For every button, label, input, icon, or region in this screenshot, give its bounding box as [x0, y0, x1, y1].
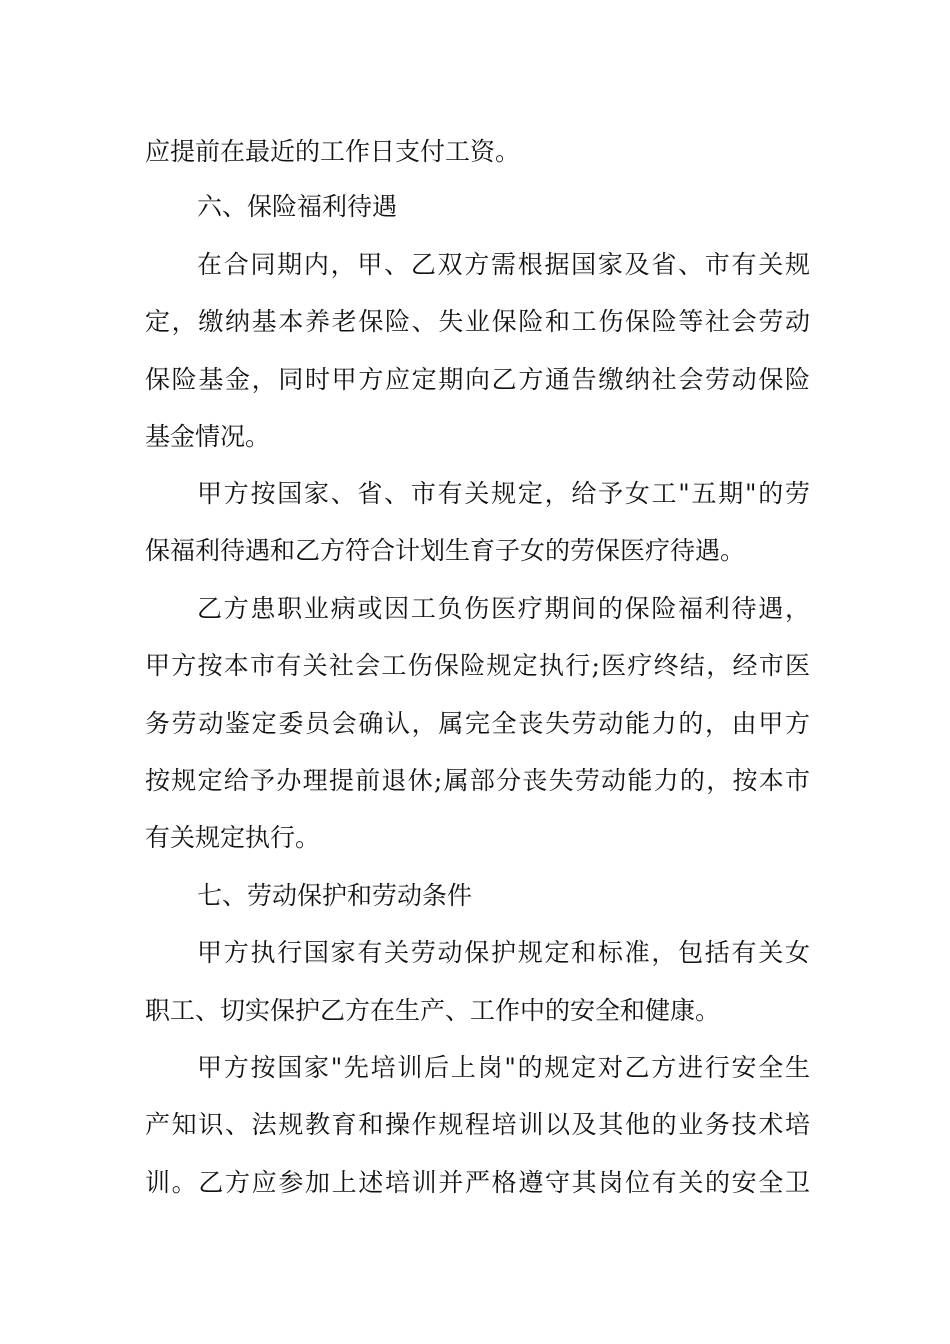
paragraph-line: 应提前在最近的工作日支付工资。	[145, 137, 521, 166]
paragraph-line: 务劳动鉴定委员会确认，属完全丧失劳动能力的，由甲方	[145, 709, 810, 738]
paragraph-line: 保险基金，同时甲方应定期向乙方通告缴纳社会劳动保险	[145, 365, 810, 394]
paragraph-line: 乙方患职业病或因工负伤医疗期间的保险福利待遇，	[197, 594, 810, 623]
paragraph-line: 产知识、法规教育和操作规程培训以及其他的业务技术培	[145, 1110, 810, 1139]
paragraph-line: 甲方执行国家有关劳动保护规定和标准，包括有关女	[197, 938, 810, 967]
section-heading: 六、保险福利待遇	[197, 192, 398, 221]
paragraph-line: 有关规定执行。	[145, 823, 321, 852]
paragraph-line: 甲方按国家"先培训后上岗"的规定对乙方进行安全生	[197, 1053, 810, 1082]
section-heading: 七、劳动保护和劳动条件	[197, 881, 473, 910]
paragraph-line: 甲方按国家、省、市有关规定，给予女工"五期"的劳	[197, 479, 810, 508]
paragraph-line: 职工、切实保护乙方在生产、工作中的安全和健康。	[145, 996, 721, 1025]
paragraph-line: 训。乙方应参加上述培训并严格遵守其岗位有关的安全卫	[145, 1168, 810, 1197]
paragraph-line: 按规定给予办理提前退休;属部分丧失劳动能力的，按本市	[145, 766, 810, 795]
paragraph-line: 甲方按本市有关社会工伤保险规定执行;医疗终结，经市医	[145, 651, 810, 680]
paragraph-line: 保福利待遇和乙方符合计划生育子女的劳保医疗待遇。	[145, 536, 746, 565]
paragraph-line: 基金情况。	[145, 422, 271, 451]
paragraph-line: 定，缴纳基本养老保险、失业保险和工伤保险等社会劳动	[145, 307, 810, 336]
paragraph-line: 在合同期内，甲、乙双方需根据国家及省、市有关规	[197, 250, 810, 279]
